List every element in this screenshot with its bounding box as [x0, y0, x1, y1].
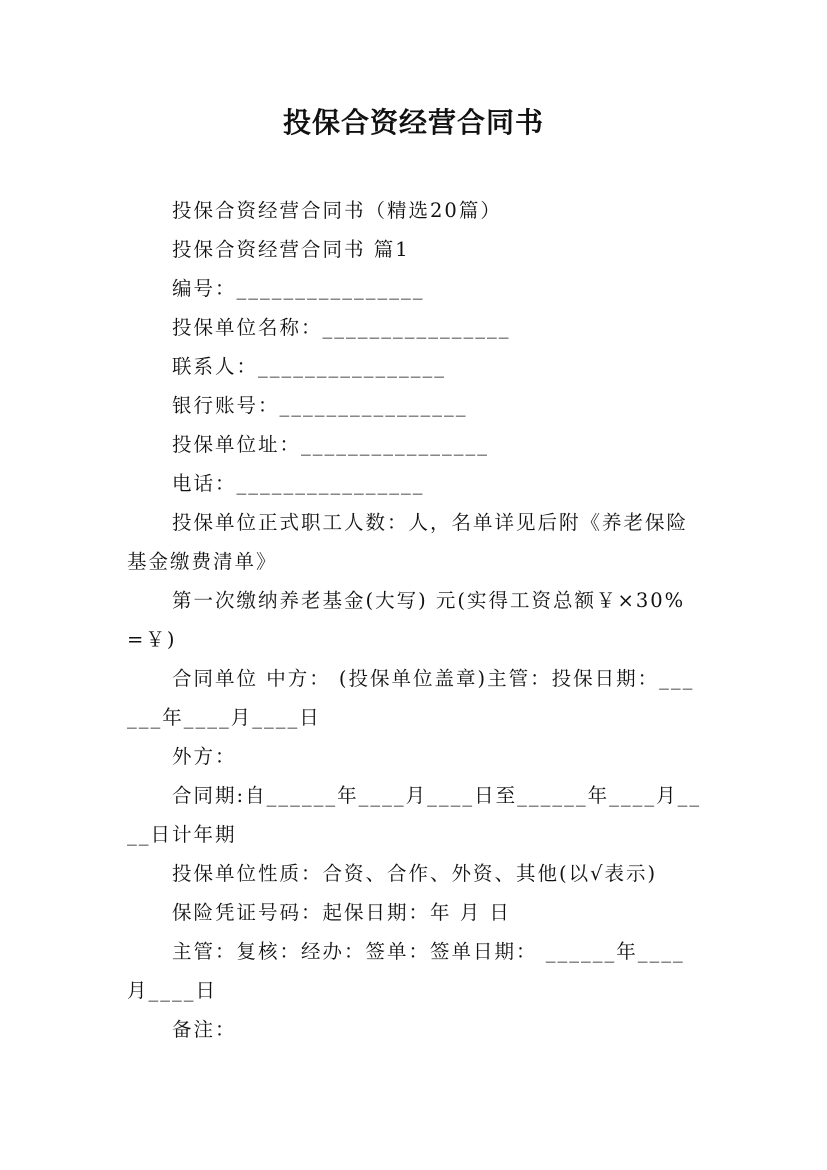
paragraph-bank-account: 银行账号：________________	[172, 394, 468, 417]
paragraph-number: 编号：________________	[172, 277, 425, 300]
document-body	[127, 191, 703, 1049]
paragraph-phone: 电话：________________	[172, 472, 425, 495]
document-title: 投保合资经营合同书	[282, 106, 544, 139]
paragraph-insured-unit-name: 投保单位名称：________________	[172, 316, 511, 339]
paragraph-signatures: 主管：复核：经办：签单：签单日期： ______年____月____日	[127, 940, 685, 1002]
paragraph-remarks: 备注：	[172, 1018, 237, 1041]
paragraph-certificate-number: 保险凭证号码：起保日期：年 月 日	[172, 901, 511, 924]
paragraph-staff-count: 投保单位正式职工人数：人，名单详见后附《养老保险基金缴费清单》	[127, 511, 689, 573]
paragraph-section-heading: 投保合资经营合同书 篇1	[172, 238, 410, 261]
paragraph-subtitle: 投保合资经营合同书（精选20篇）	[172, 199, 502, 222]
paragraph-contract-unit: 合同单位 中方： (投保单位盖章)主管：投保日期：______年____月____日	[127, 667, 695, 729]
paragraph-foreign-party: 外方：	[172, 745, 237, 768]
paragraph-unit-nature: 投保单位性质：合资、合作、外资、其他(以√表示)	[172, 862, 658, 885]
paragraph-contract-period: 合同期:自______年____月____日至______年____月____日计年期	[127, 784, 702, 846]
paragraph-contact-person: 联系人：________________	[172, 355, 447, 378]
paragraph-unit-address: 投保单位址：________________	[172, 433, 490, 456]
paragraph-first-payment: 第一次缴纳养老基金(大写) 元(实得工资总额￥×30%=￥)	[127, 589, 686, 651]
